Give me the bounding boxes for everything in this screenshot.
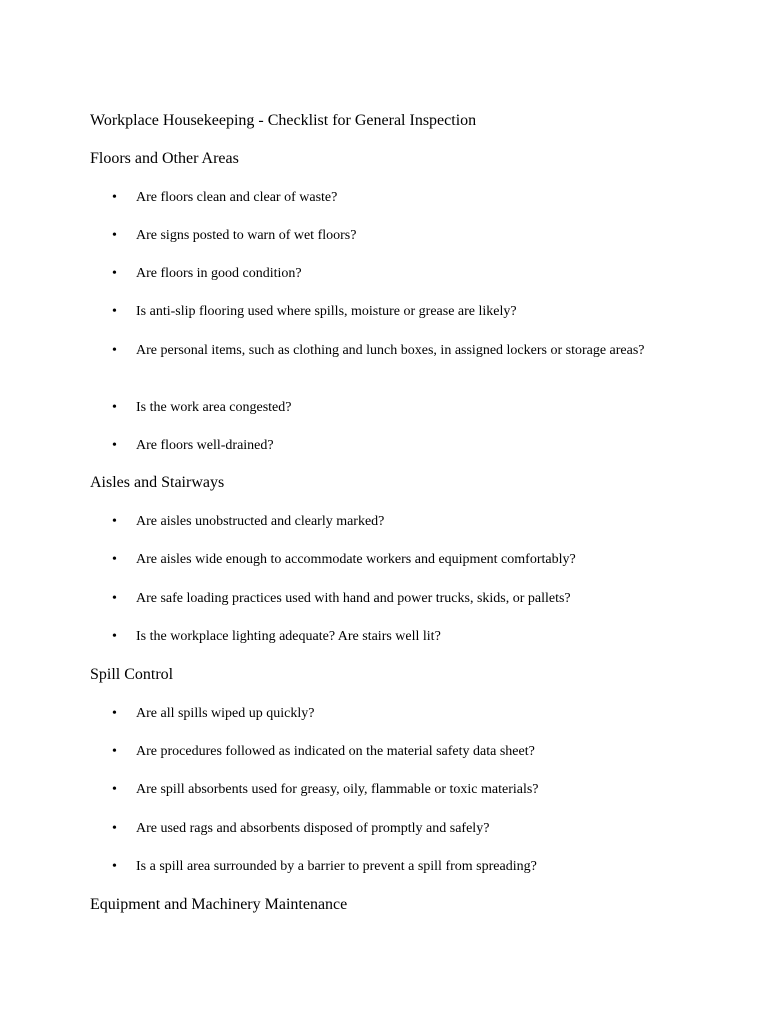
list-item-text: Are spill absorbents used for greasy, oily, flammable or toxic materials?	[136, 782, 539, 797]
list-item	[112, 550, 672, 569]
list-item	[112, 226, 672, 245]
list-item-text: Are used rags and absorbents disposed of promptly and safely?	[136, 821, 490, 836]
list-item-text: Are all spills wiped up quickly?	[136, 706, 315, 721]
list-item-text: Is the workplace lighting adequate? Are stairs well lit?	[136, 629, 441, 644]
list-item-text: Are aisles unobstructed and clearly marked?	[136, 514, 385, 529]
bullet-icon: •	[112, 343, 117, 358]
bullet-icon: •	[112, 744, 117, 759]
list-item	[112, 742, 672, 761]
bullet-icon: •	[112, 629, 117, 644]
list-item-text: Are floors in good condition?	[136, 266, 302, 281]
list-item	[112, 398, 672, 417]
list-item-text: Are floors well-drained?	[136, 438, 274, 453]
section-heading-floors: Floors and Other Areas	[90, 150, 239, 167]
list-item-text: Are procedures followed as indicated on the material safety data sheet?	[136, 744, 535, 759]
section-heading-aisles: Aisles and Stairways	[90, 474, 225, 491]
list-item-text: Are signs posted to warn of wet floors?	[136, 228, 357, 243]
section-heading-spill-control: Spill Control	[90, 666, 174, 683]
list-item	[112, 704, 672, 723]
list-item-text: Are floors clean and clear of waste?	[136, 190, 338, 205]
bullet-icon: •	[112, 821, 117, 836]
list-item-text: Is anti-slip flooring used where spills, moisture or grease are likely?	[136, 304, 517, 319]
bullet-icon: •	[112, 304, 117, 319]
document-title: Workplace Housekeeping - Checklist for General Inspection	[90, 112, 477, 129]
list-item	[112, 780, 672, 799]
bullet-icon: •	[112, 266, 117, 281]
list-item	[112, 512, 672, 531]
bullet-icon: •	[112, 782, 117, 797]
list-item	[112, 302, 672, 321]
bullet-icon: •	[112, 591, 117, 606]
bullet-icon: •	[112, 552, 117, 567]
bullet-icon: •	[112, 190, 117, 205]
list-item	[112, 188, 672, 207]
list-item-text: Are aisles wide enough to accommodate workers and equipment comfortably?	[136, 552, 576, 567]
bullet-icon: •	[112, 859, 117, 874]
bullet-icon: •	[112, 514, 117, 529]
list-item	[112, 627, 672, 646]
list-item	[112, 341, 672, 360]
bullet-icon: •	[112, 400, 117, 415]
list-item	[112, 857, 672, 876]
list-item-text: Is a spill area surrounded by a barrier to prevent a spill from spreading?	[136, 859, 537, 874]
list-item-text: Are safe loading practices used with hand and power trucks, skids, or pallets?	[136, 591, 571, 606]
bullet-icon: •	[112, 438, 117, 453]
list-item	[112, 264, 672, 283]
section-heading-equipment: Equipment and Machinery Maintenance	[90, 896, 348, 913]
bullet-icon: •	[112, 228, 117, 243]
list-item	[112, 819, 672, 838]
bullet-icon: •	[112, 706, 117, 721]
list-item-text: Is the work area congested?	[136, 400, 292, 415]
list-item-text: Are personal items, such as clothing and lunch boxes, in assigned lockers or storage areas?	[136, 343, 645, 358]
list-item	[112, 589, 672, 608]
list-item	[112, 436, 672, 455]
